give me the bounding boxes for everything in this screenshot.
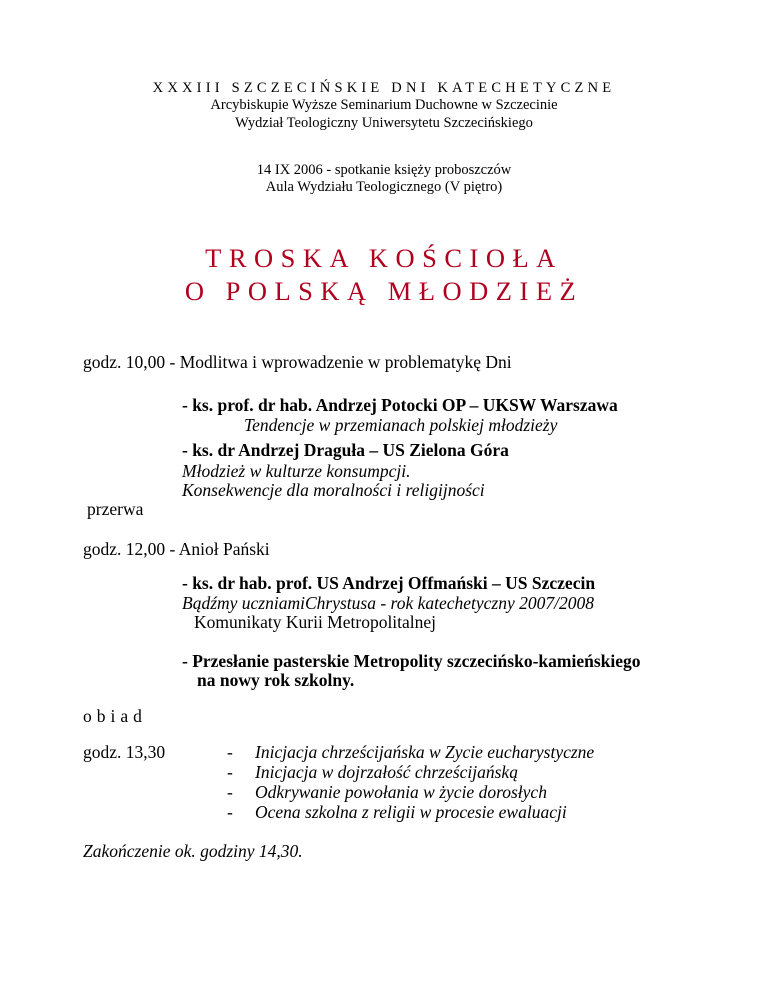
session-1-talk-2-title-1: Młodzież w kulturze konsumpcji. [182, 461, 411, 481]
session-1-speaker-1: - ks. prof. dr hab. Andrzej Potocki OP – UKSW Warszawa [182, 395, 618, 415]
main-title-line-2: O POLSKĄ MŁODZIEŻ [184, 276, 584, 306]
lunch-label: obiad [83, 706, 147, 726]
list-dash: - [227, 762, 233, 782]
session-2-time: godz. 12,00 - Anioł Pański [83, 539, 270, 559]
closing-note: Zakończenie ok. godziny 14,30. [83, 841, 303, 861]
list-item: Inicjacja w dojrzałość chrześcijańską [255, 762, 518, 782]
session-2-note: Komunikaty Kurii Metropolitalnej [194, 612, 437, 632]
list-item: Odkrywanie powołania w życie dorosłych [255, 782, 547, 802]
event-title: XXXIII SZCZECIŃSKIE DNI KATECHETYCZNE [152, 80, 616, 96]
session-1-talk-1-title: Tendencje w przemianach polskiej młodzieży [244, 415, 558, 435]
session-2-message-line-2: na nowy rok szkolny. [197, 670, 355, 690]
list-item: Inicjacja chrześcijańska w Zycie eucharystyczne [255, 742, 595, 762]
break-label: przerwa [87, 499, 144, 519]
session-1-time: godz. 10,00 - Modlitwa i wprowadzenie w problematykę Dni [83, 352, 512, 372]
session-3-time: godz. 13,30 [83, 742, 166, 762]
session-2-message-line-1: - Przesłanie pasterskie Metropolity szczecińsko-kamieńskiego [182, 651, 641, 671]
main-title-line-1: TROSKA KOŚCIOŁA [205, 243, 563, 273]
organizer-faculty: Wydział Teologiczny Uniwersytetu Szczecińskiego [235, 115, 533, 131]
list-dash: - [227, 742, 233, 762]
list-dash: - [227, 802, 233, 822]
organizer-seminary: Arcybiskupie Wyższe Seminarium Duchowne w Szczecinie [210, 97, 558, 113]
event-date: 14 IX 2006 - spotkanie księży proboszczów [256, 162, 512, 178]
event-venue: Aula Wydziału Teologicznego (V piętro) [265, 179, 503, 195]
session-2-talk-title: Bądźmy uczniamiChrystusa - rok katechetyczny 2007/2008 [182, 593, 594, 613]
session-2-speaker: - ks. dr hab. prof. US Andrzej Offmański – US Szczecin [182, 573, 596, 593]
list-dash: - [227, 782, 233, 802]
session-1-speaker-2: - ks. dr Andrzej Draguła – US Zielona Góra [182, 440, 509, 460]
list-item: Ocena szkolna z religii w procesie ewaluacji [255, 802, 567, 822]
session-1-talk-2-title-2: Konsekwencje dla moralności i religijności [182, 480, 485, 500]
